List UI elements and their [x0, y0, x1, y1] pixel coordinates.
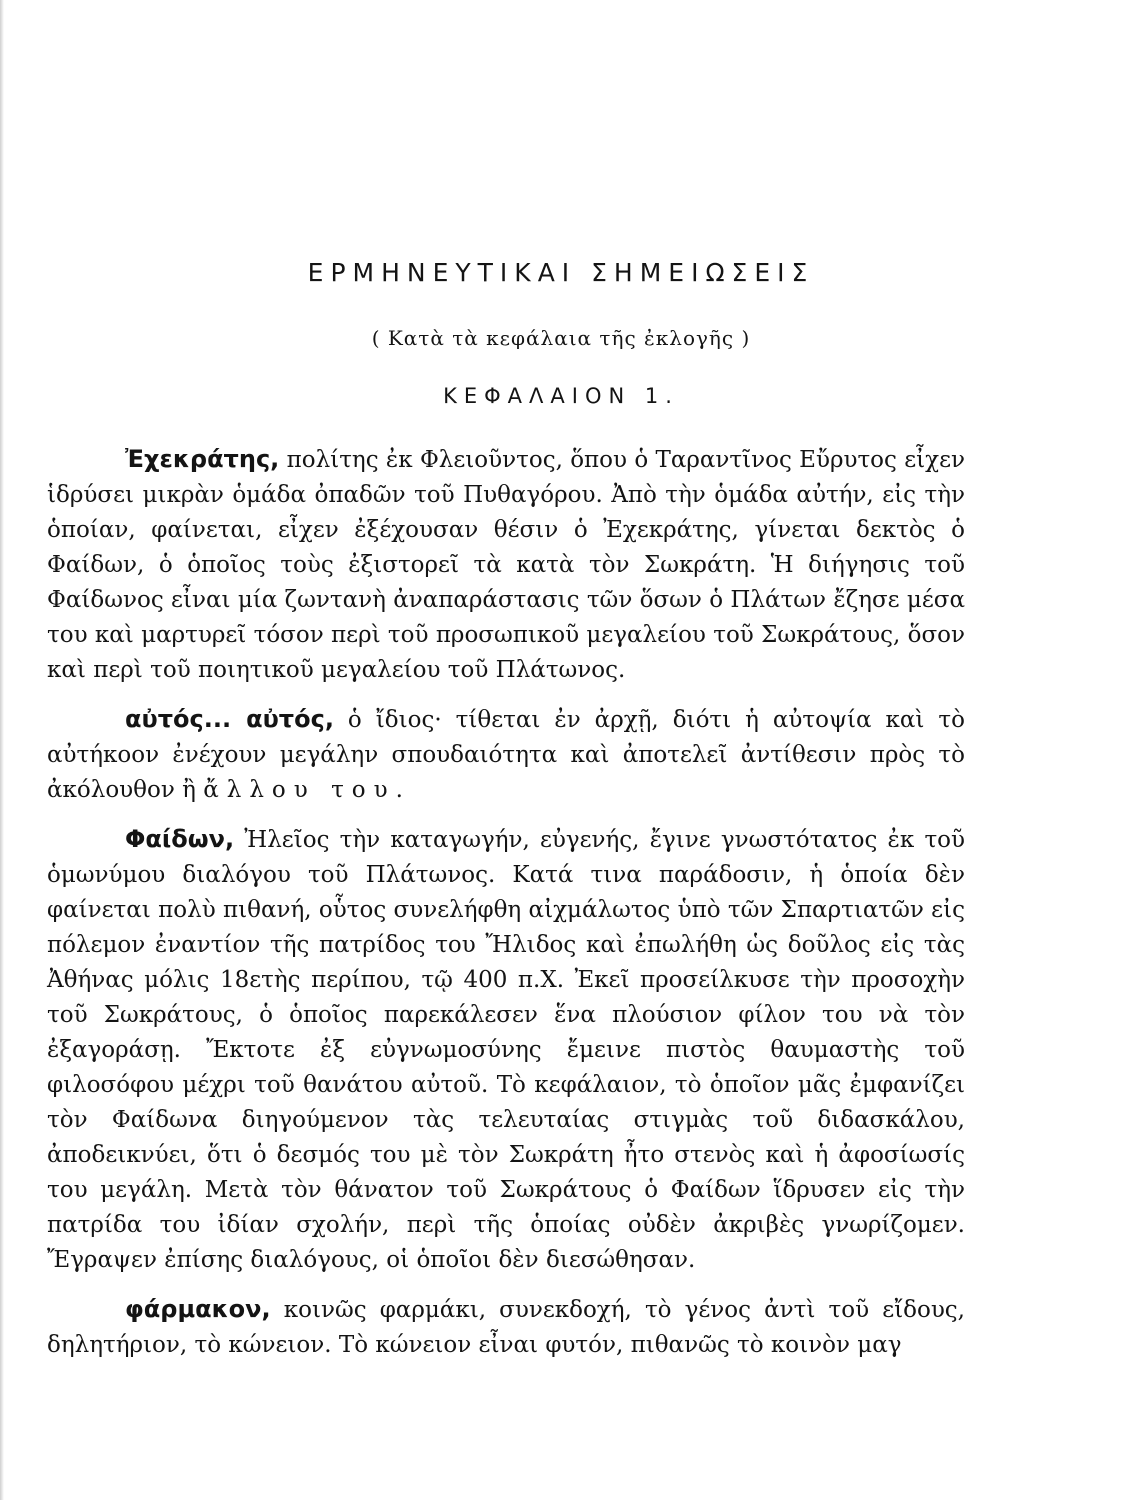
commentary-paragraph — [47, 442, 965, 688]
lemma-term: φάρμακον, — [125, 1295, 271, 1323]
page-title: ΕΡΜΗΝΕΥΤΙΚΑΙ ΣΗΜΕΙΩΣΕΙΣ — [307, 258, 815, 287]
page-edge — [0, 0, 4, 1500]
lemma-term: Φαίδων, — [125, 825, 235, 853]
paragraph-text: κοινῶς φαρμάκι, συνεκδοχή, τὸ γένος ἀντὶ τοῦ εἴδους, δηλητήριον, τὸ κώνειον. Τὸ κώνειον εἶναι φυτόν, πιθανῶς τὸ κοινὸν μαγ — [47, 1297, 965, 1358]
spaced-quote: ἄλλου του. — [203, 777, 411, 803]
page-subtitle: ( Κατὰ τὰ κεφάλαια τῆς ἐκλογῆς ) — [371, 326, 751, 350]
paragraph-text: ὁ ἴδιος· τίθεται ἐν ἀρχῇ, διότι ἡ αὐτοψία καὶ τὸ αὐτήκοον ἐνέχουν μεγάλην σπουδαιότητα καὶ ἀποτελεῖ ἀντίθεσιν πρὸς τὸ ἀκόλουθον ἢ — [47, 707, 965, 803]
paragraph-text: πολίτης ἐκ Φλειοῦντος, ὅπου ὁ Ταραντῖνος Εὔρυτος εἶχεν ἱδρύσει μικρὰν ὁμάδα ὀπαδῶν τοῦ Πυθαγόρου. Ἀπὸ τὴν ὁμάδα αὐτήν, εἰς τὴν ὁποίαν, φαίνεται, εἶχεν ἐξέχουσαν θέσιν ὁ Ἐχεκράτης, γίνεται δεκτὸς ὁ Φαίδων, ὁ ὁποῖος τοὺς ἐξιστορεῖ τὰ κατὰ τὸν Σωκράτη. Ἡ διήγησις τοῦ Φαίδωνος εἶναι μία ζωντανὴ ἀναπαράστασις τῶν ὅσων ὁ Πλάτων ἔζησε μέσα του καὶ μαρτυρεῖ τόσον περὶ τοῦ προσωπικοῦ μεγαλείου τοῦ Σωκράτους, ὅσον καὶ περὶ τοῦ ποιητικοῦ μεγαλείου τοῦ Πλάτωνος. — [47, 447, 965, 683]
commentary-body — [47, 442, 965, 1377]
paragraph-text: Ἠλεῖος τὴν καταγωγήν, εὐγενής, ἔγινε γνωστότατος ἐκ τοῦ ὁμωνύμου διαλόγου τοῦ Πλάτωνος. Κατά τινα παράδοσιν, ἡ ὁποία δὲν φαίνεται πολὺ πιθανή, οὗτος συνελήφθη αἰχμάλωτος ὑπὸ τῶν Σπαρτιατῶν εἰς πόλεμον ἐναντίον τῆς πατρίδος του Ἤλιδος καὶ ἐπωλήθη ὡς δοῦλος εἰς τὰς Ἀθήνας μόλις 18ετὴς περίπου, τῷ 400 π.Χ. Ἐκεῖ προσείλκυσε τὴν προσοχὴν τοῦ Σωκράτους, ὁ ὁποῖος παρεκάλεσεν ἕνα πλούσιον φίλον του νὰ τὸν ἐξαγοράσῃ. Ἔκτοτε ἐξ εὐγνωμοσύνης ἔμεινε πιστὸς θαυμαστὴς τοῦ φιλοσόφου μέχρι τοῦ θανάτου αὐτοῦ. Τὸ κεφάλαιον, τὸ ὁποῖον μᾶς ἐμφανίζει τὸν Φαίδωνα διηγούμενον τὰς τελευταίας στιγμὰς τοῦ διδασκάλου, ἀποδεικνύει, ὅτι ὁ δεσμός του μὲ τὸν Σωκράτη ἦτο στενὸς καὶ ἡ ἀφοσίωσίς του μεγάλη. Μετὰ τὸν θάνατον τοῦ Σωκράτους ὁ Φαίδων ἵδρυσεν εἰς τὴν πατρίδα του ἰδίαν σχολήν, περὶ τῆς ὁποίας οὐδὲν ἀκριβὲς γνωρίζομεν. Ἔγραψεν ἐπίσης διαλόγους, οἱ ὁποῖοι δὲν διεσώθησαν. — [47, 827, 965, 1273]
lemma-term: Ἐχεκράτης, — [125, 445, 280, 473]
commentary-paragraph — [47, 702, 965, 808]
lemma-term: αὐτός... αὐτός, — [125, 705, 334, 733]
commentary-paragraph — [47, 822, 965, 1278]
commentary-paragraph — [47, 1292, 965, 1363]
chapter-heading: ΚΕΦΑΛΑΙΟΝ 1. — [443, 384, 679, 408]
